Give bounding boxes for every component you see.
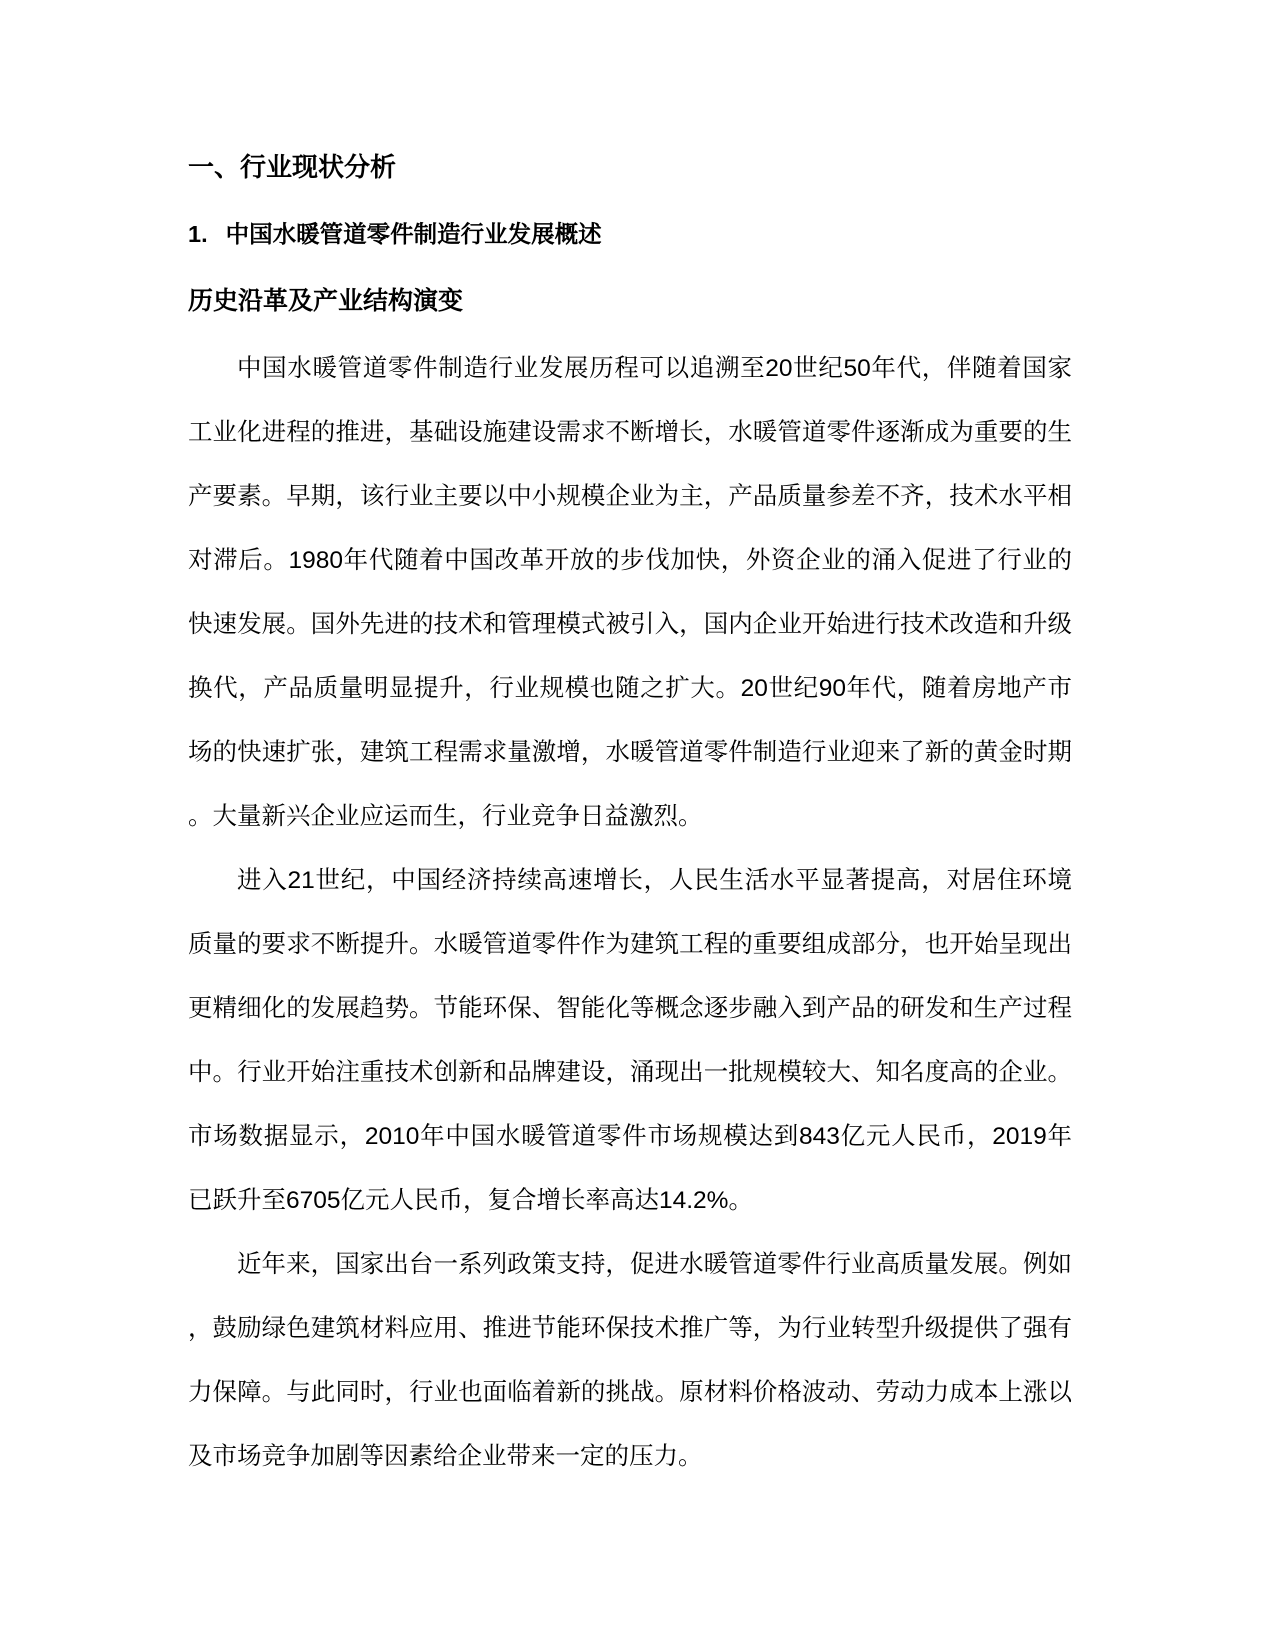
- body-paragraph: 进入21世纪，中国经济持续高速增长，人民生活水平显著提高，对居住环境质量的要求不断提升。水暖管道零件作为建筑工程的重要组成部分，也开始呈现出更精细化的发展趋势。节能环保、智能化等概念逐步融入到产品的研发和生产过程中。行业开始注重技术创新和品牌建设，涌现出一批规模较大、知名度高的企业。市场数据显示，2010年中国水暖管道零件市场规模达到843亿元人民币，2019年已跃升至6705亿元人民币，复合增长率高达14.2%。: [188, 867, 1072, 1214]
- heading-number: 1.: [188, 221, 208, 247]
- heading-title: 历史沿革及产业结构演变: [188, 287, 464, 315]
- section-heading-level3: [188, 268, 1072, 335]
- section-heading-level1: [188, 134, 1072, 201]
- heading-title: 中国水暖管道零件制造行业发展概述: [225, 221, 602, 247]
- heading-number: 一、: [188, 152, 241, 182]
- document-content: [188, 0, 1072, 1489]
- body-paragraph: 中国水暖管道零件制造行业发展历程可以追溯至20世纪50年代，伴随着国家工业化进程的推进，基础设施建设需求不断增长，水暖管道零件逐渐成为重要的生产要素。早期，该行业主要以中小规模企业为主，产品质量参差不齐，技术水平相对滞后。1980年代随着中国改革开放的步伐加快，外资企业的涌入促进了行业的快速发展。国外先进的技术和管理模式被引入，国内企业开始进行技术改造和升级换代，产品质量明显提升，行业规模也随之扩大。20世纪90年代，随着房地产市场的快速扩张，建筑工程需求量激增，水暖管道零件制造行业迎来了新的黄金时期。大量新兴企业应运而生，行业竞争日益激烈。: [188, 355, 1072, 830]
- body-paragraph: 近年来，国家出台一系列政策支持，促进水暖管道零件行业高质量发展。例如，鼓励绿色建筑材料应用、推进节能环保技术推广等，为行业转型升级提供了强有力保障。与此同时，行业也面临着新的挑战。原材料价格波动、劳动力成本上涨以及市场竞争加剧等因素给企业带来一定的压力。: [188, 1251, 1072, 1470]
- heading-title: 行业现状分析: [240, 152, 397, 182]
- section-heading-level2: [188, 201, 1072, 268]
